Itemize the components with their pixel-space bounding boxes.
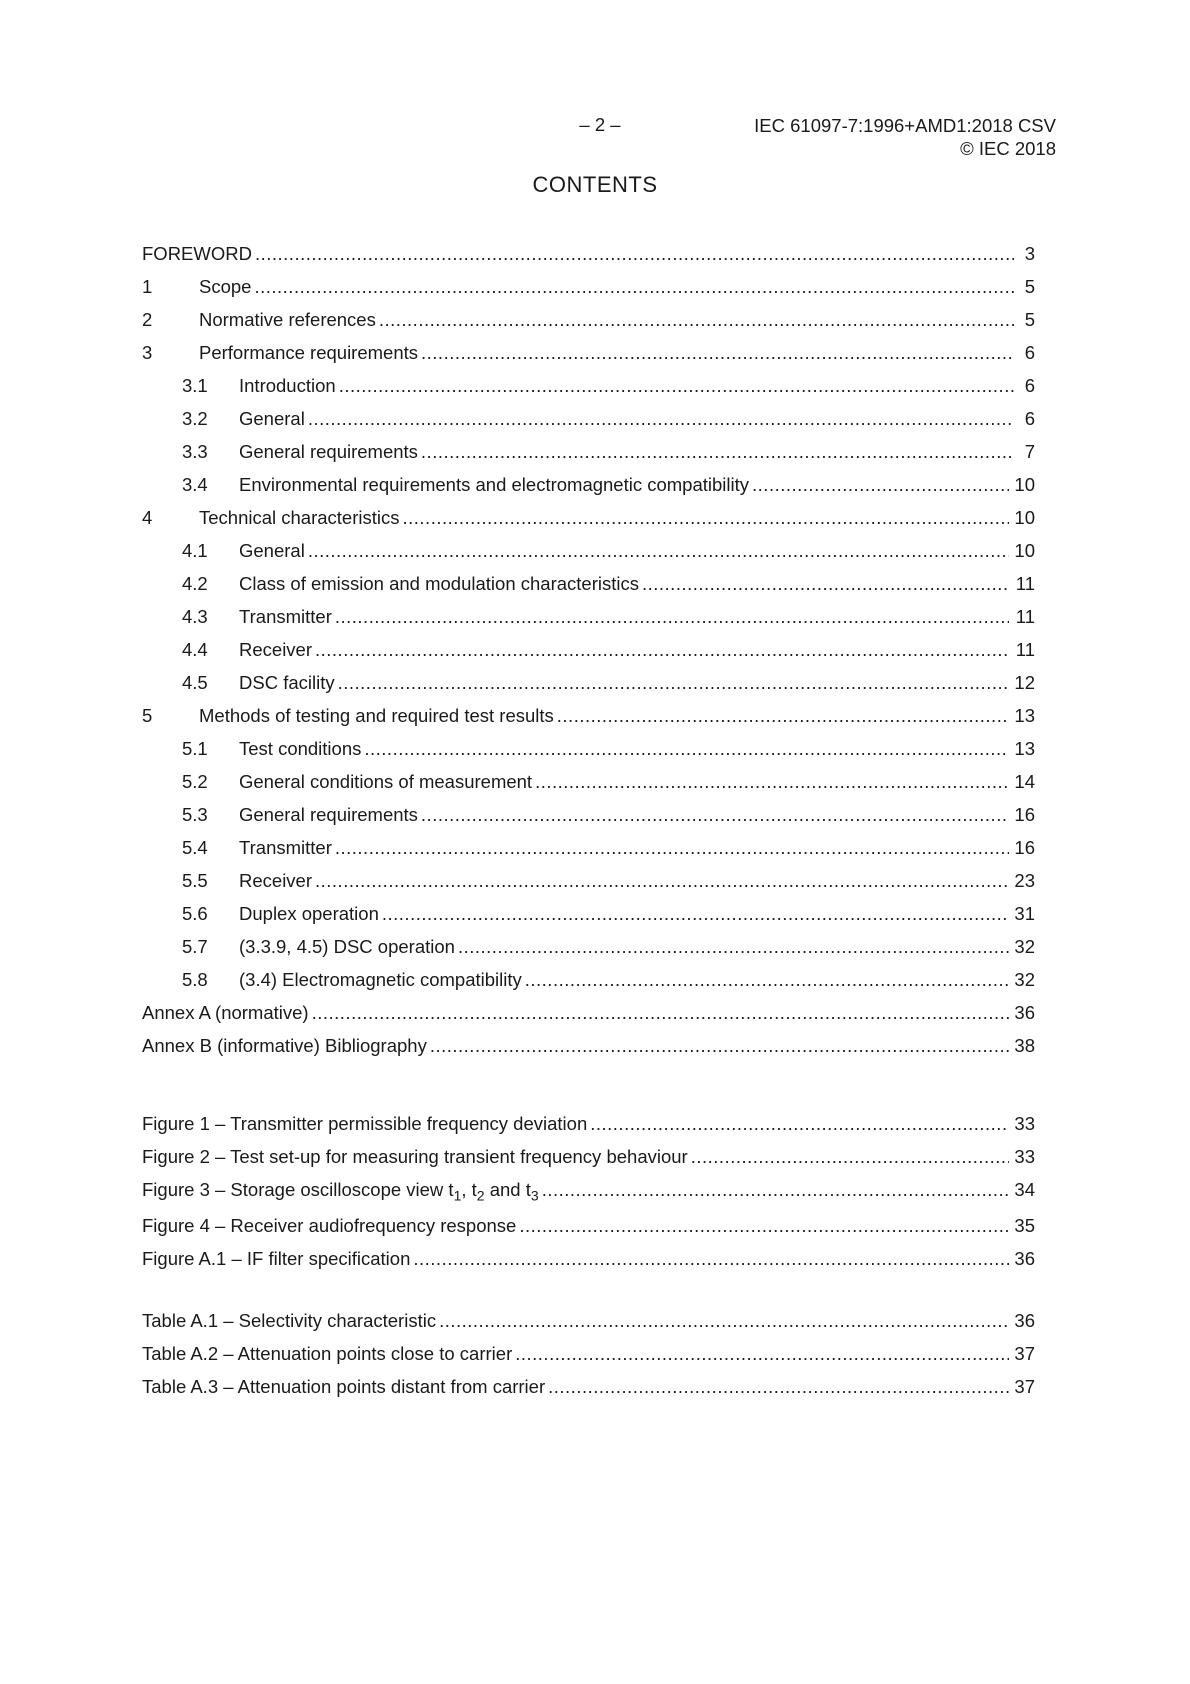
dot-leader — [519, 1209, 1009, 1242]
toc-entry-page: 35 — [1014, 1215, 1035, 1236]
toc-entry-title: Figure 1 – Transmitter permissible frequency deviation — [142, 1113, 588, 1134]
copyright-notice: © IEC 2018 — [960, 138, 1056, 159]
dot-leader — [312, 996, 1009, 1029]
toc-entry-title: Table A.3 – Attenuation points distant from carrier — [142, 1376, 546, 1397]
dot-leader — [339, 369, 1014, 402]
toc-entry-page: 10 — [1014, 540, 1035, 561]
toc-entry[interactable] — [142, 897, 1035, 930]
toc-entry-title: Figure 2 – Test set-up for measuring transient frequency behaviour — [142, 1146, 688, 1167]
toc-entry-page: 7 — [1024, 441, 1035, 462]
toc-entry-title: Test conditions — [239, 738, 362, 759]
toc-entry-title: Normative references — [199, 309, 376, 330]
list-of-tables — [142, 1304, 1035, 1403]
document-id: IEC 61097-7:1996+AMD1:2018 CSV — [754, 115, 1056, 136]
toc-entry[interactable] — [142, 732, 1035, 765]
toc-entry-number: 5.8 — [182, 969, 208, 990]
toc-entry-title: General requirements — [239, 804, 418, 825]
toc-entry-title: General requirements — [239, 441, 418, 462]
toc-entry[interactable] — [142, 369, 1035, 402]
toc-entry[interactable] — [142, 963, 1035, 996]
toc-entry-title: Technical characteristics — [199, 507, 400, 528]
toc-entry-title: Scope — [199, 276, 252, 297]
dot-leader — [458, 930, 1009, 963]
toc-entry-title: Methods of testing and required test results — [199, 705, 554, 726]
toc-entry[interactable] — [142, 600, 1035, 633]
toc-entry[interactable] — [142, 1209, 1035, 1242]
dot-leader — [254, 270, 1014, 303]
toc-entry[interactable] — [142, 270, 1035, 303]
dot-leader — [430, 1029, 1009, 1062]
toc-entry-page: 13 — [1014, 705, 1035, 726]
toc-entry[interactable] — [142, 435, 1035, 468]
dot-leader — [335, 831, 1009, 864]
toc-entry-title: Table A.2 – Attenuation points close to carrier — [142, 1343, 513, 1364]
toc-entry-number: 4.5 — [182, 672, 208, 693]
toc-entry-page: 34 — [1014, 1179, 1035, 1200]
toc-entry-page: 36 — [1014, 1248, 1035, 1269]
toc-entry-page: 12 — [1014, 672, 1035, 693]
toc-entry[interactable] — [142, 930, 1035, 963]
dot-leader — [382, 897, 1009, 930]
dot-leader — [315, 864, 1009, 897]
toc-entry-page: 33 — [1014, 1146, 1035, 1167]
toc-entry-page: 33 — [1014, 1113, 1035, 1134]
toc-entry[interactable] — [142, 237, 1035, 270]
toc-entry-number: 5.2 — [182, 771, 208, 792]
toc-entry-page: 36 — [1014, 1310, 1035, 1331]
toc-entry-number: 5.1 — [182, 738, 208, 759]
toc-entry-number: 5.7 — [182, 936, 208, 957]
dot-leader — [315, 633, 1009, 666]
toc-entry[interactable] — [142, 1370, 1035, 1403]
toc-entry-title: Annex A (normative) — [142, 1002, 309, 1023]
toc-entry-number: 4.1 — [182, 540, 208, 561]
toc-entry-number: 5 — [142, 705, 153, 726]
toc-entry-number: 5.6 — [182, 903, 208, 924]
toc-entry[interactable] — [142, 864, 1035, 897]
dot-leader — [525, 963, 1009, 996]
toc-entry-page: 37 — [1014, 1376, 1035, 1397]
toc-entry-page: 31 — [1014, 903, 1035, 924]
toc-entry-page: 36 — [1014, 1002, 1035, 1023]
toc-entry-page: 10 — [1014, 507, 1035, 528]
toc-entry-title: Annex B (informative) Bibliography — [142, 1035, 427, 1056]
title-fragment: , t — [461, 1179, 477, 1200]
toc-entry-number: 3 — [142, 342, 153, 363]
toc-entry-number: 4.4 — [182, 639, 208, 660]
toc-entry-title: Performance requirements — [199, 342, 419, 363]
toc-entry-page: 13 — [1014, 738, 1035, 759]
dot-leader — [642, 567, 1009, 600]
toc-entry-page: 11 — [1015, 639, 1035, 660]
toc-entry-number: 5.3 — [182, 804, 208, 825]
toc-entry-page: 10 — [1014, 474, 1035, 495]
toc-entry[interactable] — [142, 1304, 1035, 1337]
toc-entry[interactable] — [142, 1173, 1035, 1209]
subscript-text: 3 — [530, 1187, 539, 1204]
toc-entry-title: Receiver — [239, 639, 312, 660]
toc-entry-page: 6 — [1024, 375, 1035, 396]
toc-entry[interactable] — [142, 633, 1035, 666]
toc-entry-title: Transmitter — [239, 837, 332, 858]
toc-entry-page: 5 — [1024, 309, 1035, 330]
dot-leader — [515, 1337, 1009, 1370]
list-of-figures — [142, 1107, 1035, 1275]
toc-entry[interactable] — [142, 798, 1035, 831]
toc-entry-page: 32 — [1014, 969, 1035, 990]
toc-entry-page: 32 — [1014, 936, 1035, 957]
dot-leader — [338, 666, 1009, 699]
dot-leader — [335, 600, 1009, 633]
toc-entry-title: Duplex operation — [239, 903, 379, 924]
toc-entry-title: General conditions of measurement — [239, 771, 533, 792]
title-fragment: Figure 3 – Storage oscilloscope view t — [142, 1179, 454, 1200]
toc-entry[interactable] — [142, 1140, 1035, 1173]
toc-entry-page: 3 — [1024, 243, 1035, 264]
toc-entry[interactable] — [142, 1107, 1035, 1140]
toc-entry-title: Introduction — [239, 375, 336, 396]
dot-leader — [403, 501, 1010, 534]
contents-title: CONTENTS — [532, 172, 658, 197]
dot-leader — [421, 798, 1009, 831]
toc-entry-number: 4.3 — [182, 606, 208, 627]
toc-entry[interactable] — [142, 534, 1035, 567]
dot-leader — [308, 534, 1009, 567]
toc-entry-number: 4.2 — [182, 573, 208, 594]
toc-entry[interactable] — [142, 567, 1035, 600]
dot-leader — [255, 237, 1014, 270]
dot-leader — [752, 468, 1009, 501]
title-fragment: and t — [484, 1179, 531, 1200]
page-number: – 2 – — [579, 114, 621, 135]
toc-entry-title: Figure 4 – Receiver audiofrequency response — [142, 1215, 517, 1236]
toc-entry-page: 14 — [1014, 771, 1035, 792]
toc-entry-title — [142, 1173, 539, 1206]
toc-entry-title: (3.3.9, 4.5) DSC operation — [239, 936, 455, 957]
toc-entry-number: 1 — [142, 276, 153, 297]
toc-entry-title: Figure A.1 – IF filter specification — [142, 1248, 411, 1269]
toc-entry-page: 5 — [1024, 276, 1035, 297]
toc-entry-number: 5.5 — [182, 870, 208, 891]
toc-entry-page: 37 — [1014, 1343, 1035, 1364]
toc-entry[interactable] — [142, 1337, 1035, 1370]
toc-entry-title: Transmitter — [239, 606, 332, 627]
subscript-text: 2 — [476, 1187, 485, 1204]
toc-entry-title: (3.4) Electromagnetic compatibility — [239, 969, 522, 990]
toc-entry-page: 16 — [1014, 804, 1035, 825]
toc-entry[interactable] — [142, 1029, 1035, 1062]
subscript-text: 1 — [453, 1187, 462, 1204]
toc-entry-number: 3.3 — [182, 441, 208, 462]
toc-entry[interactable] — [142, 831, 1035, 864]
toc-entry-title: FOREWORD — [142, 243, 252, 264]
toc-entry[interactable] — [142, 1242, 1035, 1275]
toc-entry[interactable] — [142, 996, 1035, 1029]
toc-entry[interactable] — [142, 765, 1035, 798]
toc-entry-number: 3.1 — [182, 375, 208, 396]
toc-entry[interactable] — [142, 501, 1035, 534]
toc-entry-title: General — [239, 540, 305, 561]
dot-leader — [590, 1107, 1009, 1140]
dot-leader — [421, 435, 1014, 468]
dot-leader — [439, 1304, 1009, 1337]
toc-entry-page: 11 — [1015, 606, 1035, 627]
table-of-contents — [142, 237, 1035, 1062]
toc-entry[interactable] — [142, 402, 1035, 435]
toc-entry-title: General — [239, 408, 305, 429]
dot-leader — [691, 1140, 1009, 1173]
toc-entry-title: Receiver — [239, 870, 312, 891]
toc-entry-title: Class of emission and modulation characteristics — [239, 573, 639, 594]
toc-entry-number: 3.4 — [182, 474, 208, 495]
toc-entry[interactable] — [142, 666, 1035, 699]
toc-entry-title: Table A.1 – Selectivity characteristic — [142, 1310, 437, 1331]
dot-leader — [379, 303, 1014, 336]
document-reference — [754, 114, 1056, 160]
toc-entry-number: 2 — [142, 309, 153, 330]
dot-leader — [557, 699, 1009, 732]
toc-entry-number: 3.2 — [182, 408, 208, 429]
toc-entry-page: 6 — [1024, 342, 1035, 363]
toc-entry-page: 11 — [1015, 573, 1035, 594]
toc-entry-page: 38 — [1014, 1035, 1035, 1056]
dot-leader — [535, 765, 1009, 798]
dot-leader — [413, 1242, 1009, 1275]
toc-entry-page: 16 — [1014, 837, 1035, 858]
dot-leader — [308, 402, 1014, 435]
toc-entry[interactable] — [142, 468, 1035, 501]
toc-entry[interactable] — [142, 699, 1035, 732]
toc-entry-title: DSC facility — [239, 672, 335, 693]
toc-entry-page: 6 — [1024, 408, 1035, 429]
dot-leader — [542, 1173, 1009, 1206]
dot-leader — [548, 1370, 1009, 1403]
toc-entry[interactable] — [142, 336, 1035, 369]
toc-entry-number: 5.4 — [182, 837, 208, 858]
dot-leader — [364, 732, 1009, 765]
toc-entry-page: 23 — [1014, 870, 1035, 891]
toc-entry[interactable] — [142, 303, 1035, 336]
dot-leader — [421, 336, 1014, 369]
toc-entry-title: Environmental requirements and electromagnetic compatibility — [239, 474, 750, 495]
toc-entry-number: 4 — [142, 507, 153, 528]
